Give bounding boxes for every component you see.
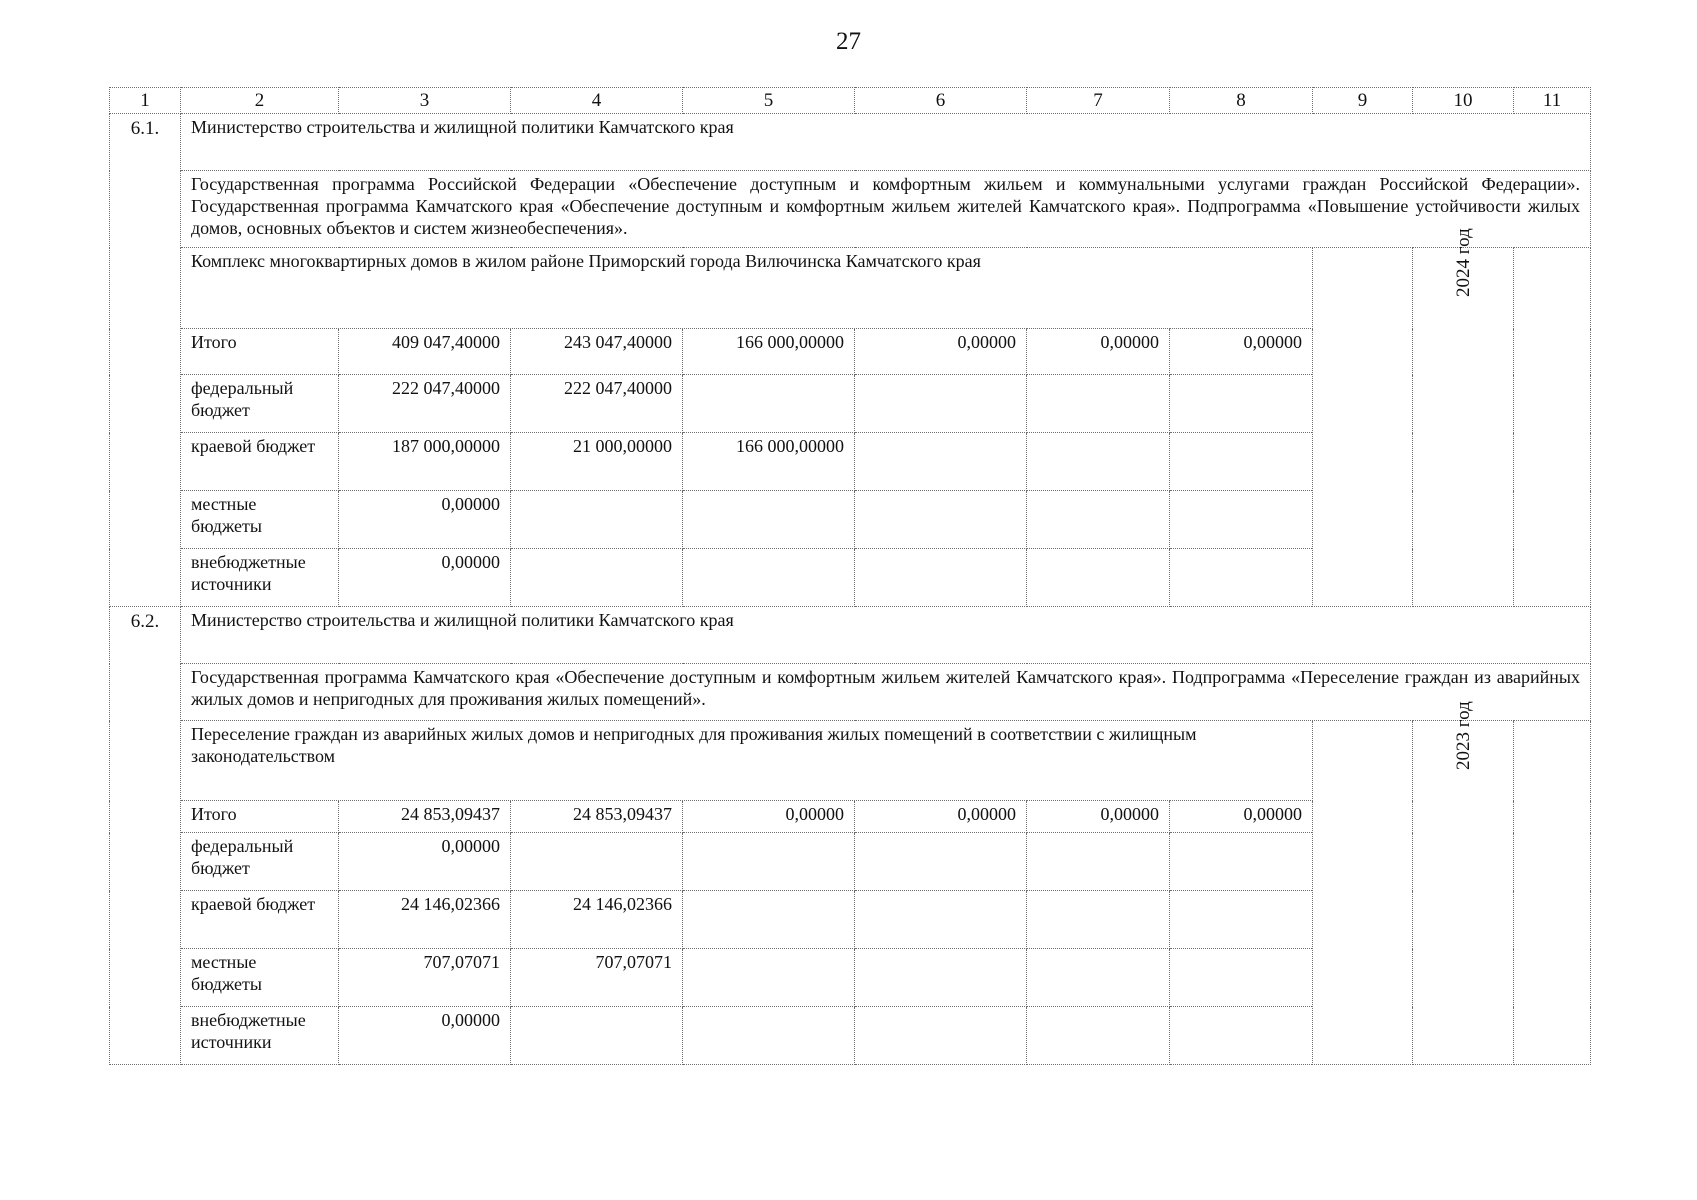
value-col-5 bbox=[683, 375, 855, 433]
value-col-5: 166 000,00000 bbox=[683, 433, 855, 491]
section-index: 6.2. bbox=[110, 607, 181, 1065]
year-cell bbox=[1413, 228, 1514, 607]
column-number: 10 bbox=[1413, 88, 1514, 114]
object-row bbox=[110, 248, 1591, 329]
completion-year: 2024 год bbox=[1452, 228, 1474, 298]
value-col-3: 409 047,40000 bbox=[339, 329, 511, 375]
year-cell bbox=[1413, 701, 1514, 1065]
row-label: краевой бюджет bbox=[181, 433, 339, 491]
value-col-6 bbox=[855, 891, 1027, 949]
value-col-4: 24 146,02366 bbox=[511, 891, 683, 949]
value-col-3: 707,07071 bbox=[339, 949, 511, 1007]
column-number: 8 bbox=[1170, 88, 1313, 114]
value-col-7 bbox=[1027, 949, 1170, 1007]
value-col-4: 24 853,09437 bbox=[511, 801, 683, 833]
value-col-3: 24 853,09437 bbox=[339, 801, 511, 833]
completion-year: 2023 год bbox=[1452, 701, 1474, 771]
value-col-5: 166 000,00000 bbox=[683, 329, 855, 375]
column-11-cell bbox=[1514, 248, 1591, 607]
object-row bbox=[110, 721, 1591, 801]
value-col-4 bbox=[511, 1007, 683, 1065]
page-number: 27 bbox=[836, 28, 861, 55]
column-number: 3 bbox=[339, 88, 511, 114]
section-index: 6.1. bbox=[110, 114, 181, 607]
value-col-7 bbox=[1027, 491, 1170, 549]
row-label: Итого bbox=[181, 801, 339, 833]
column-9-cell bbox=[1313, 248, 1413, 607]
column-number-row bbox=[110, 88, 1591, 114]
value-col-8: 0,00000 bbox=[1170, 329, 1313, 375]
value-col-7: 0,00000 bbox=[1027, 329, 1170, 375]
ministry-row bbox=[110, 114, 1591, 171]
value-col-6 bbox=[855, 549, 1027, 607]
column-9-cell bbox=[1313, 721, 1413, 1065]
value-col-6 bbox=[855, 949, 1027, 1007]
value-col-3: 0,00000 bbox=[339, 491, 511, 549]
value-col-7 bbox=[1027, 1007, 1170, 1065]
value-col-4 bbox=[511, 833, 683, 891]
value-col-5 bbox=[683, 833, 855, 891]
row-label: федеральный бюджет bbox=[181, 833, 339, 891]
value-col-7 bbox=[1027, 891, 1170, 949]
value-col-6 bbox=[855, 375, 1027, 433]
value-col-4: 707,07071 bbox=[511, 949, 683, 1007]
program-description: Государственная программа Российской Федерации «Обеспечение доступным и комфортным жильем и коммунальными услугами граждан Российской Федерации». Государственная программа Камчатского края «Обеспечение доступным и комфортным жильем жителей Камчатского края». Подпрограмма «Повышение устойчивости жилых домов, основных объектов и систем жизнеобеспечения». bbox=[181, 171, 1591, 248]
object-name: Переселение граждан из аварийных жилых домов и непригодных для проживания жилых помещений в соответствии с жилищным законодательством bbox=[181, 721, 1313, 801]
row-label: федеральный бюджет bbox=[181, 375, 339, 433]
value-col-3: 0,00000 bbox=[339, 1007, 511, 1065]
value-col-3: 222 047,40000 bbox=[339, 375, 511, 433]
column-number: 11 bbox=[1514, 88, 1591, 114]
value-col-8 bbox=[1170, 833, 1313, 891]
value-col-4: 243 047,40000 bbox=[511, 329, 683, 375]
value-col-8: 0,00000 bbox=[1170, 801, 1313, 833]
value-col-8 bbox=[1170, 1007, 1313, 1065]
value-col-6 bbox=[855, 433, 1027, 491]
column-number: 4 bbox=[511, 88, 683, 114]
value-col-4: 222 047,40000 bbox=[511, 375, 683, 433]
value-col-8 bbox=[1170, 433, 1313, 491]
value-col-4 bbox=[511, 491, 683, 549]
value-col-5 bbox=[683, 1007, 855, 1065]
row-label: Итого bbox=[181, 329, 339, 375]
row-label: местные бюджеты bbox=[181, 491, 339, 549]
value-col-7 bbox=[1027, 375, 1170, 433]
program-row bbox=[110, 171, 1591, 248]
row-label: краевой бюджет bbox=[181, 891, 339, 949]
value-col-6 bbox=[855, 1007, 1027, 1065]
value-col-7 bbox=[1027, 833, 1170, 891]
value-col-5 bbox=[683, 949, 855, 1007]
value-col-6: 0,00000 bbox=[855, 329, 1027, 375]
ministry-row bbox=[110, 607, 1591, 664]
value-col-7 bbox=[1027, 433, 1170, 491]
ministry-name: Министерство строительства и жилищной политики Камчатского края bbox=[181, 607, 1591, 664]
column-number: 7 bbox=[1027, 88, 1170, 114]
column-number: 6 bbox=[855, 88, 1027, 114]
value-col-6 bbox=[855, 491, 1027, 549]
row-label: внебюджетные источники bbox=[181, 549, 339, 607]
column-number: 2 bbox=[181, 88, 339, 114]
value-col-3: 0,00000 bbox=[339, 549, 511, 607]
column-11-cell bbox=[1514, 721, 1591, 1065]
value-col-3: 0,00000 bbox=[339, 833, 511, 891]
value-col-4: 21 000,00000 bbox=[511, 433, 683, 491]
value-col-3: 187 000,00000 bbox=[339, 433, 511, 491]
value-col-6 bbox=[855, 833, 1027, 891]
value-col-7 bbox=[1027, 549, 1170, 607]
column-number: 9 bbox=[1313, 88, 1413, 114]
value-col-8 bbox=[1170, 375, 1313, 433]
object-name: Комплекс многоквартирных домов в жилом районе Приморский города Вилючинска Камчатского края bbox=[181, 248, 1313, 329]
column-number: 1 bbox=[110, 88, 181, 114]
value-col-3: 24 146,02366 bbox=[339, 891, 511, 949]
value-col-8 bbox=[1170, 891, 1313, 949]
value-col-8 bbox=[1170, 491, 1313, 549]
ministry-name: Министерство строительства и жилищной политики Камчатского края bbox=[181, 114, 1591, 171]
value-col-7: 0,00000 bbox=[1027, 801, 1170, 833]
row-label: внебюджетные источники bbox=[181, 1007, 339, 1065]
value-col-5 bbox=[683, 549, 855, 607]
value-col-8 bbox=[1170, 549, 1313, 607]
value-col-6: 0,00000 bbox=[855, 801, 1027, 833]
value-col-5 bbox=[683, 491, 855, 549]
value-col-4 bbox=[511, 549, 683, 607]
program-description: Государственная программа Камчатского края «Обеспечение доступным и комфортным жильем жителей Камчатского края». Подпрограмма «Переселение граждан из аварийных жилых домов и непригодных для проживания жилых помещений». bbox=[181, 664, 1591, 721]
row-label: местные бюджеты bbox=[181, 949, 339, 1007]
program-row bbox=[110, 664, 1591, 721]
value-col-8 bbox=[1170, 949, 1313, 1007]
value-col-5: 0,00000 bbox=[683, 801, 855, 833]
budget-table bbox=[109, 87, 1591, 1065]
value-col-5 bbox=[683, 891, 855, 949]
column-number: 5 bbox=[683, 88, 855, 114]
